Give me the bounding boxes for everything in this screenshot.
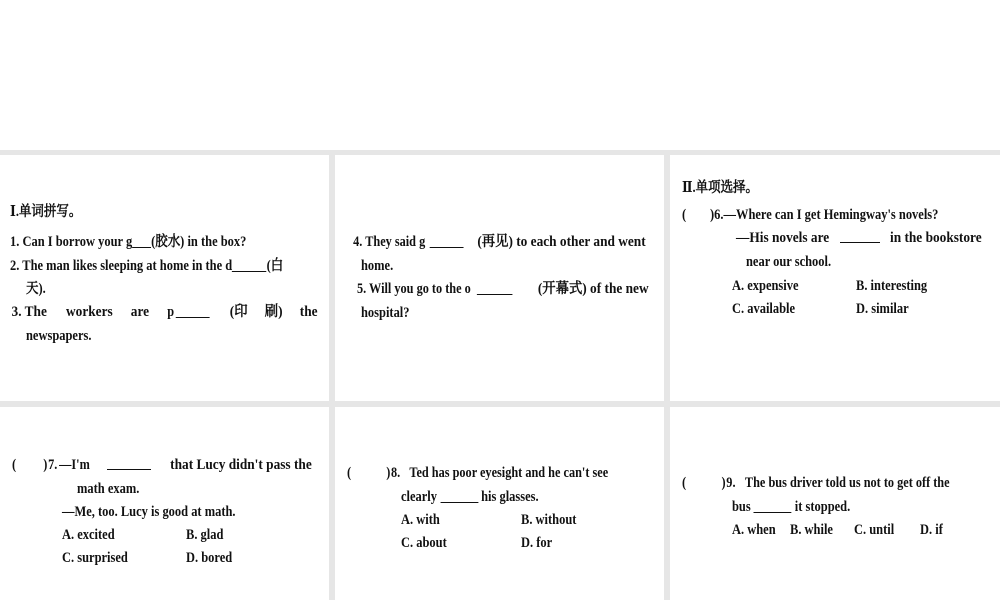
question-5-text-after: (开幕式) of the new [537,281,649,297]
question-2-blank[interactable] [232,256,266,272]
question-8-text-before: clearly [401,489,438,505]
question-5-text-before: 5. Will you go to the o [357,281,471,297]
panel-multiple-choice-4 [670,407,1000,600]
question-4-continuation: home. [361,258,394,274]
question-9-option-c[interactable]: C. until [854,522,895,538]
section-heading-2: Ⅱ.单项选择。 [682,180,758,196]
question-1-blank[interactable] [132,232,151,248]
question-7-number: 7. [47,457,58,473]
question-3-word: the [299,304,318,320]
question-6-line-3: near our school. [746,254,832,270]
section-heading-1: Ⅰ.单词拼写。 [10,204,82,220]
question-4-blank[interactable] [430,232,464,248]
question-9-stem: The bus driver told us not to get off the [744,475,950,491]
question-5-blank[interactable] [477,279,513,295]
question-7-line-3: —Me, too. Lucy is good at math. [62,504,236,520]
question-3-letter: p [167,304,175,320]
question-7-close-paren: ) [43,457,48,473]
question-9-text-after: it stopped. [794,499,851,515]
question-2-continuation: 天). [26,281,46,297]
question-1-number: 1. [10,234,20,250]
panel-word-spelling-1 [0,155,329,401]
question-7-line-1 [41,454,318,477]
question-6-stem: —Where can I get Hemingway's novels? [723,207,939,223]
question-1-hint: (胶水) [151,234,185,250]
question-9-close-paren: ) [721,475,726,491]
question-4-text-before: 4. They said g [353,234,426,250]
question-6-text-before: —His novels are [736,230,830,246]
question-9-text-before: bus [732,499,751,515]
question-1 [10,231,246,254]
question-1-text-after: in the box? [184,234,247,250]
question-9-open-paren: ( [682,475,687,491]
question-8-open-paren: ( [347,465,352,481]
question-7-line-2: math exam. [77,481,140,497]
question-4-text-after: (再见) to each other and went [477,234,646,250]
question-3-word: are [130,304,150,320]
question-2-number: 2. [10,258,20,274]
question-9-number: 9. [726,475,736,491]
question-6-option-b[interactable]: B. interesting [856,278,928,294]
question-3-word: workers [65,304,113,320]
question-7-open-paren: ( [12,457,17,473]
question-6-number: 6. [714,207,724,223]
question-8-option-a[interactable]: A. with [401,512,440,528]
question-3-continuation: newspapers. [26,328,92,344]
question-6-option-d[interactable]: D. similar [856,301,909,317]
question-3-word: 3. The [11,304,47,320]
question-6-option-c[interactable]: C. available [732,301,796,317]
question-6-close-paren: ) [710,207,715,223]
question-9-option-b[interactable]: B. while [790,522,833,538]
question-7-option-a[interactable]: A. excited [62,527,115,543]
question-7-option-b[interactable]: B. glad [186,527,224,543]
question-6-open-paren: ( [682,207,687,223]
question-2-text-before: The man likes sleeping at home in the [22,258,226,274]
question-1-text-before: Can I borrow your [22,234,126,250]
question-8-text-after: his glasses. [481,489,539,505]
question-8-line-1 [376,462,652,485]
question-7-text-after: that Lucy didn't pass the [170,457,312,473]
question-8-option-d[interactable]: D. for [521,535,553,551]
question-7-text-before: —I'm [58,457,90,473]
question-8-number: 8. [390,465,401,481]
question-1-letter: g [125,234,133,250]
question-8-close-paren: ) [386,465,391,481]
question-3-blank[interactable] [176,302,210,318]
question-8-stem: Ted has poor eyesight and he can't see [409,465,608,481]
question-5-continuation: hospital? [361,305,410,321]
question-2-hint: (白 [266,258,284,274]
question-8-option-b[interactable]: B. without [521,512,577,528]
panel-multiple-choice-3 [335,407,664,600]
question-6-blank[interactable] [840,227,880,243]
question-3-hint-close: 刷) [264,304,283,320]
question-3 [10,301,318,324]
question-2 [10,255,283,278]
question-9-option-a[interactable]: A. when [732,522,776,538]
question-6-text-after: in the bookstore [890,230,983,246]
question-2-letter: d [225,258,233,274]
question-9-option-d[interactable]: D. if [920,522,943,538]
panel-multiple-choice-2 [0,407,329,600]
question-3-hint-open: (印 [229,304,248,320]
question-7-option-c[interactable]: C. surprised [62,550,128,566]
question-8-option-c[interactable]: C. about [401,535,447,551]
question-4 [345,231,653,254]
question-5 [345,278,653,301]
question-6-line-1 [710,204,938,227]
panel-word-spelling-2 [335,155,664,401]
question-8-line-2 [401,486,539,509]
question-7-option-d[interactable]: D. bored [186,550,233,566]
question-7-blank[interactable] [107,454,151,470]
question-6-option-a[interactable]: A. expensive [732,278,799,294]
question-9-line-2 [732,496,850,519]
question-9-blank[interactable] [754,497,792,513]
question-9-line-1 [711,472,987,495]
question-8-blank[interactable] [440,487,478,503]
panel-multiple-choice-1 [670,155,1000,401]
question-6-line-2 [732,227,986,250]
